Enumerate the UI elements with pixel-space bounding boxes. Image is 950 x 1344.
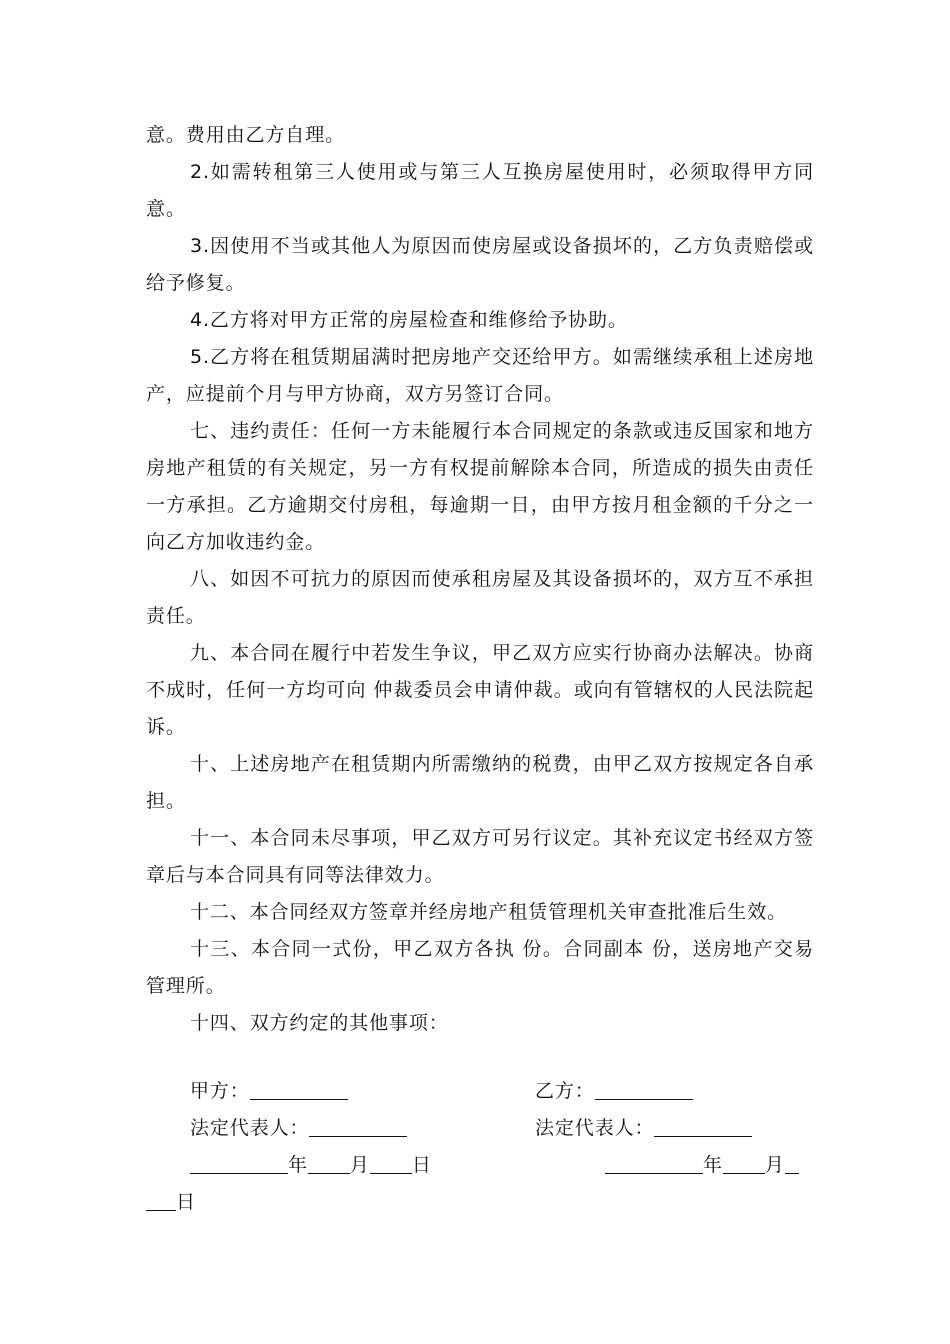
party-b-label: 乙方：	[535, 1080, 595, 1102]
paragraph: 八、如因不可抗力的原因而使承租房屋及其设备损坏的，双方互不承担责任。	[146, 568, 814, 627]
date-a-day: 日	[411, 1154, 432, 1176]
signature-rep-row	[190, 1110, 810, 1147]
date-a-year: 年	[288, 1154, 308, 1176]
date-b-group	[605, 1147, 799, 1184]
paragraph: 5.乙方将在租赁期届满时把房地产交还给甲方。如需继续承租上述房地产，应提前个月与甲方协商，双方另签订合同。	[146, 346, 814, 405]
party-b-group	[535, 1073, 693, 1110]
contract-body	[146, 117, 814, 1042]
date-a-month-blank	[308, 1151, 350, 1174]
rep-a-blank	[309, 1114, 407, 1137]
party-b-blank	[595, 1077, 693, 1100]
paragraph: 意。费用由乙方自理。	[146, 124, 346, 146]
signature-party-row	[190, 1073, 810, 1110]
paragraph: 2.如需转租第三人使用或与第三人互换房屋使用时，必须取得甲方同意。	[146, 161, 814, 220]
date-b-day-blank-end	[146, 1188, 176, 1211]
paragraph: 十三、本合同一式份，甲乙双方各执 份。合同副本 份，送房地产交易管理所。	[146, 938, 814, 997]
rep-b-group	[535, 1110, 752, 1147]
date-a-year-blank	[190, 1151, 288, 1174]
date-b-month: 月	[764, 1154, 785, 1176]
rep-b-label: 法定代表人：	[535, 1117, 655, 1139]
date-a-month: 月	[349, 1154, 370, 1176]
signature-date-row	[190, 1147, 810, 1184]
party-a-blank	[250, 1077, 348, 1100]
paragraph: 十二、本合同经双方签章并经房地产租赁管理机关审查批准后生效。	[190, 901, 788, 923]
date-b-year: 年	[703, 1154, 723, 1176]
paragraph: 十四、双方约定的其他事项：	[190, 1012, 449, 1034]
date-b-year-blank	[605, 1151, 703, 1174]
date-b-day-blank-start	[785, 1151, 799, 1174]
signature-date-continuation	[146, 1184, 766, 1221]
date-b-month-blank	[723, 1151, 765, 1174]
paragraph: 十一、本合同未尽事项，甲乙双方可另行议定。其补充议定书经双方签章后与本合同具有同等法律效力。	[146, 827, 814, 886]
paragraph: 3.因使用不当或其他人为原因而使房屋或设备损坏的，乙方负责赔偿或给予修复。	[146, 235, 814, 294]
rep-a-label: 法定代表人：	[190, 1117, 310, 1139]
paragraph: 4.乙方将对甲方正常的房屋检查和维修给予协助。	[190, 309, 628, 331]
rep-b-blank	[654, 1114, 752, 1137]
paragraph: 七、违约责任：任何一方未能履行本合同规定的条款或违反国家和地方房地产租赁的有关规定，另一方有权提前解除本合同，所造成的损失由责任一方承担。乙方逾期交付房租，每逾期一日，由甲方按月租金额的千分之一向乙方加收违约金。	[146, 420, 814, 553]
date-b-day: 日	[176, 1191, 196, 1213]
party-a-label: 甲方：	[190, 1080, 250, 1102]
paragraph: 十、上述房地产在租赁期内所需缴纳的税费，由甲乙双方按规定各自承担。	[146, 753, 814, 812]
date-a-day-blank	[370, 1151, 412, 1174]
paragraph: 九、本合同在履行中若发生争议，甲乙双方应实行协商办法解决。协商不成时，任何一方均可向 仲裁委员会申请仲裁。或向有管辖权的人民法院起诉。	[146, 642, 814, 738]
